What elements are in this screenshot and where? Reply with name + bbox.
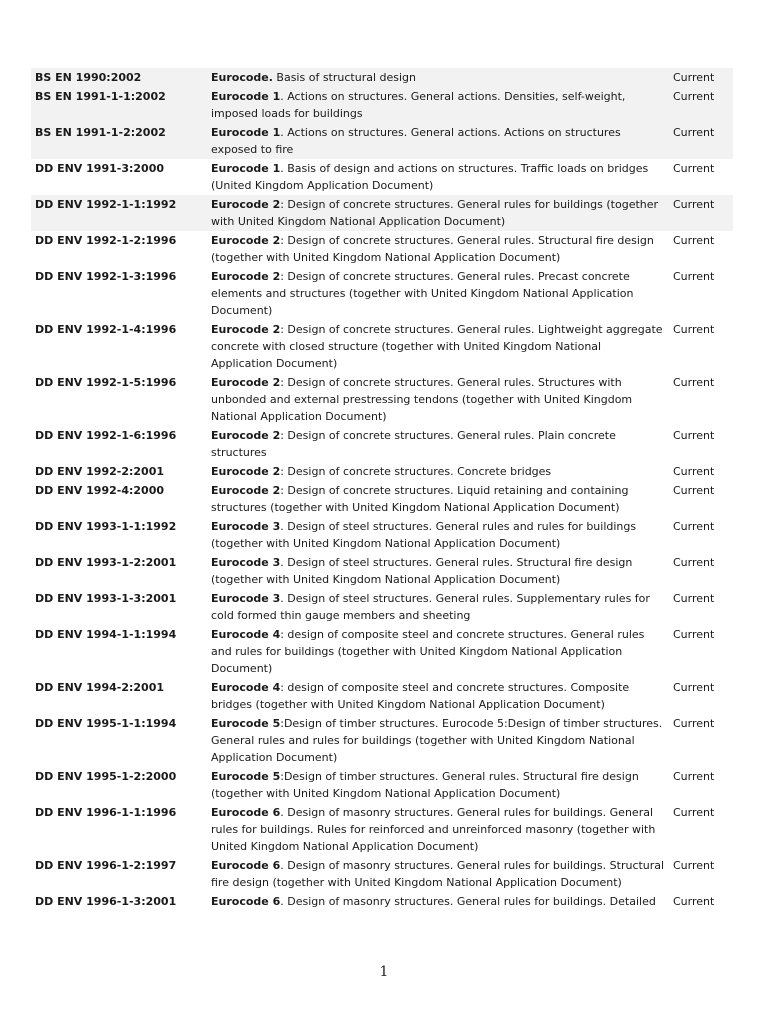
standard-code: DD ENV 1993-1-3:2001 (35, 592, 177, 605)
standard-code: DD ENV 1992-1-4:1996 (35, 323, 177, 336)
standard-status: Current (669, 195, 733, 231)
standard-code: DD ENV 1992-1-3:1996 (35, 270, 177, 283)
standard-status: Current (673, 520, 715, 533)
table-row (31, 231, 733, 267)
standard-code: DD ENV 1991-3:2000 (35, 162, 165, 175)
standard-title (207, 87, 669, 123)
standard-description: :Design of timber structures. General rules. Structural fire design (together with United Kingdom National Application Document) (211, 770, 639, 800)
standard-status: Current (673, 429, 715, 442)
standard-status: Current (669, 68, 733, 87)
standard-title (207, 159, 669, 195)
standard-status: Current (673, 323, 715, 336)
table-row (31, 481, 733, 517)
table-row (31, 195, 733, 231)
table-row (31, 123, 733, 159)
table-row (31, 373, 733, 426)
standard-description: : Design of concrete structures. General rules. Lightweight aggregate concrete with closed structure (together with United Kingdom National Application Document) (211, 323, 663, 370)
standard-title (207, 481, 669, 517)
table-row (31, 462, 733, 481)
standard-status: Current (673, 556, 715, 569)
standard-description: : Design of concrete structures. General rules. Plain concrete structures (211, 429, 616, 459)
standard-status: Current (673, 270, 715, 283)
eurocode-name: Eurocode 4 (211, 628, 281, 641)
standard-status: Current (673, 806, 715, 819)
standard-status: Current (673, 628, 715, 641)
standard-code: DD ENV 1992-2:2001 (35, 465, 165, 478)
standard-description: : Design of concrete structures. General rules for buildings (together with United Kingdom National Application Document) (211, 198, 659, 228)
standard-description: :Design of timber structures. Eurocode 5:Design of timber structures. General rules and rules for buildings (together with United Kingdom National Application Document) (211, 717, 663, 764)
eurocode-name: Eurocode 1 (211, 126, 281, 139)
table-row (31, 892, 733, 911)
standard-title (207, 678, 669, 714)
standard-status: Current (673, 859, 715, 872)
table-row (31, 68, 733, 87)
standard-description: : Design of concrete structures. General rules. Structural fire design (together with United Kingdom National Application Document) (211, 234, 654, 264)
eurocode-name: Eurocode 2 (211, 234, 281, 247)
standard-title (207, 892, 669, 911)
eurocode-name: Eurocode 3 (211, 556, 281, 569)
standard-code: DD ENV 1995-1-2:2000 (35, 770, 177, 783)
eurocode-name: Eurocode 3 (211, 520, 281, 533)
table-row (31, 856, 733, 892)
standard-description: . Actions on structures. General actions. Actions on structures exposed to fire (211, 126, 621, 156)
standard-code: DD ENV 1993-1-2:2001 (35, 556, 177, 569)
standard-description: . Actions on structures. General actions. Densities, self-weight, imposed loads for buildings (211, 90, 626, 120)
standard-status: Current (673, 681, 715, 694)
standard-status: Current (673, 162, 715, 175)
table-row (31, 714, 733, 767)
standard-title (207, 517, 669, 553)
standard-description: Basis of structural design (272, 71, 416, 84)
standard-code: DD ENV 1996-1-1:1996 (35, 806, 177, 819)
standard-description: . Design of steel structures. General rules. Structural fire design (together with United Kingdom National Application Document) (211, 556, 633, 586)
standard-title (207, 625, 669, 678)
eurocode-name: Eurocode 6 (211, 806, 281, 819)
standard-description: . Design of steel structures. General rules and rules for buildings (together with United Kingdom National Application Document) (211, 520, 637, 550)
standard-status: Current (669, 123, 733, 159)
eurocode-name: Eurocode 6 (211, 859, 281, 872)
table-row (31, 517, 733, 553)
standard-title (207, 589, 669, 625)
standard-description: : Design of concrete structures. General rules. Structures with unbonded and external prestressing tendons (together with United Kingdom National Application Document) (211, 376, 633, 423)
eurocode-name: Eurocode 2 (211, 484, 281, 497)
standard-description: : Design of concrete structures. Liquid retaining and containing structures (together with United Kingdom National Application Document) (211, 484, 629, 514)
standard-code: DD ENV 1994-2:2001 (35, 681, 165, 694)
standard-description: : Design of concrete structures. Concrete bridges (280, 465, 552, 478)
standard-title (207, 267, 669, 320)
table-row (31, 267, 733, 320)
standard-code: DD ENV 1995-1-1:1994 (35, 717, 177, 730)
standard-code: BS EN 1990:2002 (31, 68, 207, 87)
standard-title (207, 856, 669, 892)
standard-title (207, 714, 669, 767)
eurocode-name: Eurocode 2 (211, 323, 281, 336)
eurocode-name: Eurocode 1 (211, 90, 281, 103)
table-row (31, 426, 733, 462)
table-row (31, 678, 733, 714)
standard-title (207, 553, 669, 589)
standard-description: . Design of masonry structures. General rules for buildings. Detailed (280, 895, 656, 908)
standard-code: DD ENV 1993-1-1:1992 (35, 520, 177, 533)
eurocode-name: Eurocode 6 (211, 895, 281, 908)
standard-status: Current (673, 717, 715, 730)
standard-code: DD ENV 1992-1-5:1996 (35, 376, 177, 389)
eurocode-name: Eurocode 2 (211, 465, 281, 478)
standard-code: DD ENV 1992-1-2:1996 (35, 234, 177, 247)
standards-table (31, 68, 733, 911)
standard-description: : design of composite steel and concrete structures. General rules and rules for buildings (together with United Kingdom National Application Document) (211, 628, 645, 675)
standard-status: Current (673, 592, 715, 605)
eurocode-name: Eurocode 2 (211, 270, 281, 283)
standard-title (207, 195, 669, 231)
standard-title (207, 462, 669, 481)
standard-status: Current (673, 376, 715, 389)
standard-code: DD ENV 1992-4:2000 (35, 484, 165, 497)
standard-description: : Design of concrete structures. General rules. Precast concrete elements and structures (together with United Kingdom National Application Document) (211, 270, 634, 317)
standard-description: : design of composite steel and concrete structures. Composite bridges (together with United Kingdom National Application Document) (211, 681, 630, 711)
table-row (31, 803, 733, 856)
standard-code: BS EN 1991-1-2:2002 (31, 123, 207, 159)
eurocode-name: Eurocode 2 (211, 198, 281, 211)
eurocode-name: Eurocode 5 (211, 770, 281, 783)
standard-code: DD ENV 1992-1-6:1996 (35, 429, 177, 442)
table-row (31, 320, 733, 373)
eurocode-name: Eurocode 3 (211, 592, 281, 605)
standard-status: Current (673, 770, 715, 783)
standard-status: Current (673, 895, 715, 908)
standard-code: BS EN 1991-1-1:2002 (31, 87, 207, 123)
standard-status: Current (673, 234, 715, 247)
page-number: 1 (379, 964, 389, 980)
standard-title (207, 123, 669, 159)
standard-title (207, 426, 669, 462)
standard-description: . Design of masonry structures. General rules for buildings. Structural fire design (together with United Kingdom National Application Document) (211, 859, 665, 889)
table-row (31, 553, 733, 589)
standard-code: DD ENV 1996-1-2:1997 (35, 859, 177, 872)
standard-title (207, 373, 669, 426)
standard-title (207, 320, 669, 373)
standard-title (207, 68, 669, 87)
standard-title (207, 231, 669, 267)
eurocode-name: Eurocode 5 (211, 717, 281, 730)
eurocode-name: Eurocode. (211, 71, 273, 84)
standard-title (207, 803, 669, 856)
standard-description: . Design of steel structures. General rules. Supplementary rules for cold formed thin gauge members and sheeting (211, 592, 650, 622)
table-row (31, 87, 733, 123)
eurocode-name: Eurocode 4 (211, 681, 281, 694)
standard-status: Current (669, 87, 733, 123)
standard-description: . Basis of design and actions on structures. Traffic loads on bridges (United Kingdom Application Document) (211, 162, 649, 192)
eurocode-name: Eurocode 1 (211, 162, 281, 175)
table-row (31, 625, 733, 678)
standard-code: DD ENV 1992-1-1:1992 (31, 195, 207, 231)
standard-code: DD ENV 1996-1-3:2001 (35, 895, 177, 908)
table-row (31, 767, 733, 803)
standard-title (207, 767, 669, 803)
standard-status: Current (673, 465, 715, 478)
standard-code: DD ENV 1994-1-1:1994 (35, 628, 177, 641)
eurocode-name: Eurocode 2 (211, 429, 281, 442)
standard-status: Current (673, 484, 715, 497)
standard-description: . Design of masonry structures. General rules for buildings. General rules for buildings. Rules for reinforced and unreinforced masonry (together with United Kingdom National Application Document) (211, 806, 656, 853)
standards-table-body (31, 68, 733, 911)
eurocode-name: Eurocode 2 (211, 376, 281, 389)
table-row (31, 589, 733, 625)
table-row (31, 159, 733, 195)
